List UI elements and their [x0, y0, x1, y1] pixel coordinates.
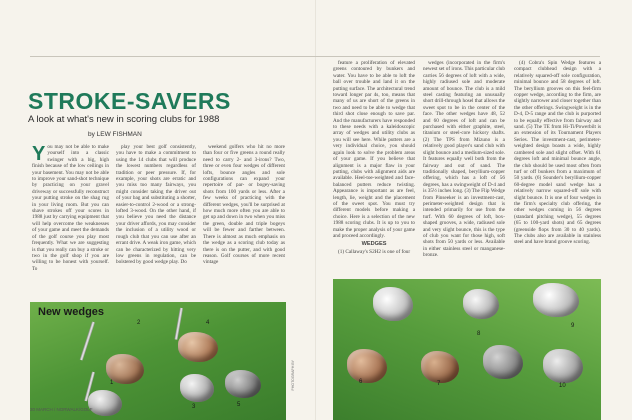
wedge-head-image — [178, 332, 218, 362]
column-text: (4) Cobra's Spin Wedge features a compact clubhead design with a relatively squared-off sole configuration, minimal bounce and 58 degrees of loft. The beryllium grooves on this feel-firm copper wedge, according to the firm, are slightly narrower and closer together than the other offerings. Swingweight is in the D-4, D-5 range and the club is purported to be equally effective from fairway and sand. (5) The TE from Hi-Ti/Powerbilt is an extension of its Tournament Players Series. The investment-cast, perimeter-weighted design boasts a wide, highly cambered sole and slight offset. With 61 degrees loft and minimal bounce angle, the club should be used most often from turf or off bunkers from a maximum of 50 yards. (6) Sounder's beryllium-copper 60-degree model sand wedge has a relatively narrow squared-off sole with slight bounce. It is one of four wedges in the firm's specialty club offering, the other wedges coming in 56 degrees (standard pitching wedge), 55 degrees (65 to 100-yard shots) and 65 degrees (greenside flops from 30 to 40 yards). The clubs also are available in stainless steel and have brand groove scoring. — [514, 60, 601, 246]
header-rule — [30, 56, 600, 57]
wedge-head-image — [88, 390, 122, 416]
page-gutter — [315, 0, 317, 420]
photo-number: 7 — [437, 381, 441, 387]
wedges-photo-right — [333, 279, 601, 420]
photo-number: 5 — [237, 402, 241, 408]
photo-number: 8 — [477, 331, 481, 337]
photo-credit: PHOTOGRAPH BY — [291, 360, 295, 391]
column-text: play your best golf consistently, you have to make a commitment to using the 14 clubs that will produce the lowest numbers regardless of tradition or peer pressure. If, for example, your shots are erratic and you miss too many fairways, you might consider taking the driver out of your bag and substituting a shorter, easier-to-control 2-wood or a strong-lofted 3-wood. On the other hand, if you believe you need the distance your driver affords, you may consider the inclusion of a utility wood or rough club that you can use after an errant drive. A weak iron game, which can be characterized by hitting very low greens in regulation, can be bolstered by good wedge play. Do — [116, 144, 196, 266]
wedge-head-image — [543, 349, 583, 383]
text-column-4 — [333, 60, 415, 274]
photo-caption: New wedges — [38, 306, 105, 318]
photo-number: 4 — [206, 320, 210, 326]
wedge-head-image — [225, 370, 261, 398]
photo-number: 6 — [359, 379, 363, 385]
text-column-3 — [203, 144, 285, 296]
wedge-head-image — [421, 351, 459, 383]
photo-number: 1 — [110, 380, 114, 386]
text-column-1 — [32, 144, 109, 296]
wedge-head-image — [180, 374, 214, 402]
text-column-2 — [116, 144, 196, 296]
wedges-photo-left — [30, 302, 286, 420]
article-title: STROKE-SAVERS — [28, 88, 231, 114]
photo-number: 2 — [137, 320, 141, 326]
article-subtitle: A look at what's new in scoring clubs for 1988 — [28, 114, 220, 125]
column-text: feature a proliferation of elevated greens contoured by bunkers and water. You have to be able to loft the ball over trouble and land it on the putting surface. The architectural trend toward longer par 4s, too, means that many of us are short of the greens in two and need to be able to wedge that third shot close enough to save par. And the manufacturers have responded to these needs with a kaleidoscopic array of wedges and utility clubs as you will see here. While putters are a very individual choice, you should again look to solve the problem areas of your game. If you believe that alignment is a major flaw in your putting, clubs with alignment aids are available. Heel-toe-weighted and face-balanced putters reduce twisting. Appearance is important as are feel, length, lie, weight and the placement of the sweet spot. You must try different models before making a choice. Here is a selection of the new 1988 scoring clubs. It is up to you to make the proper analysis of your game and proceed accordingly. — [333, 60, 415, 239]
column-text: wedges (incorporated in the firm's newest set of irons. This particular club carries 56 degrees of loft with a wide, highly radiused sole and moderate amount of bounce. The club is a mild steel casting featuring an unusually short drill-through hosel that allows the sweet spot to be in the center of the face. The other wedges have 48, 52 and 60 degrees of loft and can be purchased with either graphite, steel, titanium or steel-core hickory shafts. (2) The TPS from Mizuno is a relatively good player's sand club with slight bounce and a medium-sized sole. It features equally well both from the fairway and out of sand. The traditionally shaped, beryllium-copper offering, which has a loft of 56 degrees, has a swingweight of D-4 and is 35½ inches long. (3) The Flip Wedge from Pinseeker is an investment-cast, perimeter-weighted design that is intended primarily for use from the turf. With 60 degrees of loft, box-shaped grooves, a wide, radiused sole and very slight bounce, this is the type of club you want for those high, soft shots from 50 yards or less. Available in either stainless steel or manganese-bronze. — [423, 60, 505, 259]
wedge-head-image — [533, 283, 579, 317]
column-text: weekend golfers who hit no more than four or five greens a round really need to carry 2- and 3-irons? Two, three or even four wedges of different lofts, bounce angles and sole configurations can expand your repertoire of par- or bogey-saving shots from 100 yards or less. After a few weeks of practicing with the different wedges, you'll be surprised at how much more often you are able to get up and down in two when you miss the green, double and triple bogeys will be fewer and farther between. There is almost as much emphasis on the wedge as a scoring club today as there is on the putter, and with good reason. Golf courses of more recent vintage — [203, 144, 285, 266]
drop-cap: Y — [32, 144, 46, 165]
photo-number: 10 — [559, 383, 566, 389]
column-text: ou may not be able to make yourself into a classic swinger with a big, high finish because of the low ceilings in your basement. You may not be able to improve your sand-shot technique by practicing on your gravel driveway or successfully reconstruct your putting stroke on the shag rug in your living room. But you can shave strokes off your scores in 1988 just by carrying equipment that will help overcome the weaknesses of your game and meet the demands of the golf course you play most frequently. What we are suggesting is that you really can buy a stroke or two in the golf shop if you are willing to be honest with yourself. To — [32, 144, 109, 272]
wedge-head-image — [463, 289, 499, 319]
club-shaft — [80, 322, 95, 361]
page-folio: 30 MARCH / NORWALK/GOLF — [30, 407, 93, 412]
article-byline: by LEW FISHMAN — [88, 131, 142, 138]
photo-number: 9 — [571, 323, 575, 329]
wedge-head-image — [483, 345, 523, 379]
column-text: (1) Callaway's S2H2 is one of four — [338, 248, 411, 255]
wedge-head-image — [373, 287, 413, 321]
text-column-6 — [514, 60, 601, 274]
photo-number: 3 — [192, 404, 196, 410]
section-heading-wedges: WEDGES — [361, 241, 387, 248]
wedge-head-image — [347, 349, 387, 383]
text-column-5 — [423, 60, 505, 274]
